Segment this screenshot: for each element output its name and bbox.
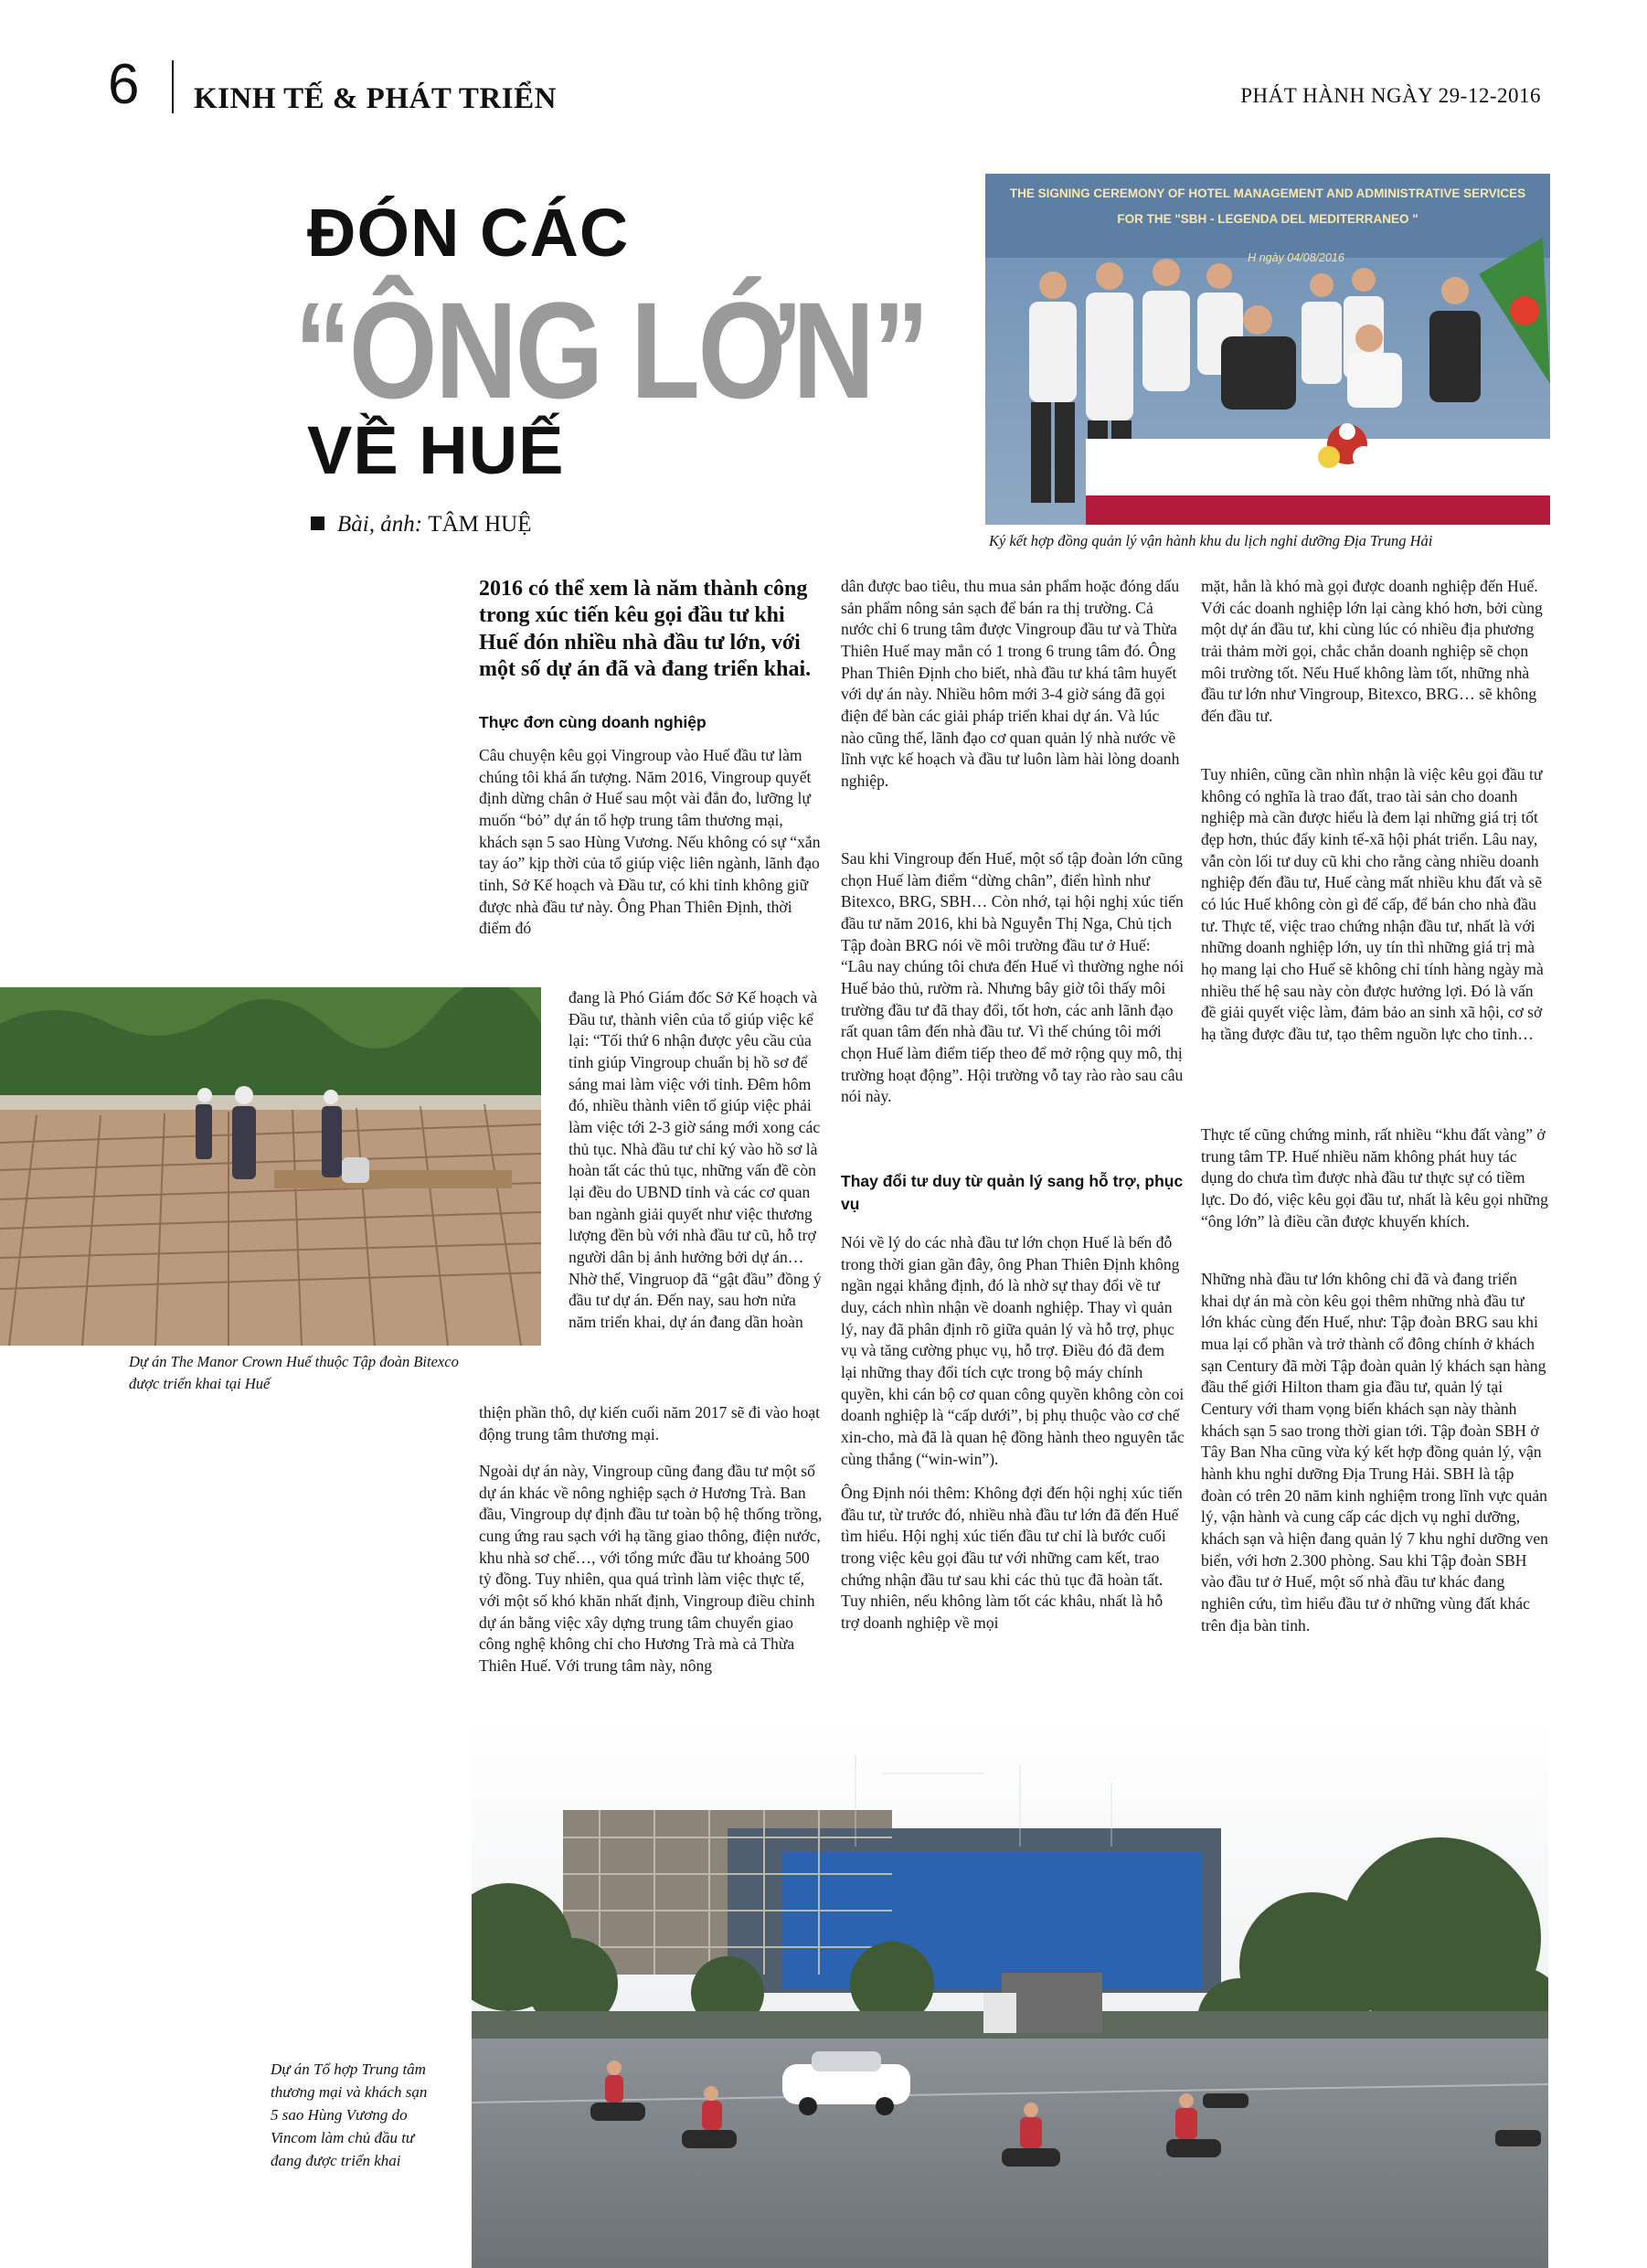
signing-ceremony-photo — [985, 174, 1550, 525]
paragraph-3: dân được bao tiêu, thu mua sản phẩm hoặc đóng dấu sản phẩm nông sản sạch để bán ra thị trường. Cả nước chỉ 6 trung tâm được Vingroup đầu tư và Thừa Thiên Huế may mắn có 1 trong 6 trung tâm đó. Ông Phan Thiên Định cho biết, nhà đầu tư khá tâm huyết với dự án này. Nhiều hôm mới 3-4 giờ sáng đã gọi điện để bàn các giải pháp triển khai dự án. Và lúc nào cũng thế, lãnh đạo cơ quan quản lý nhà nước về lĩnh vực kế hoạch và đầu tư luôn làm hài lòng doanh nghiệp. — [841, 577, 1180, 790]
construction-site-photo — [0, 987, 541, 1346]
byline-author: TÂM HUỆ — [428, 512, 532, 537]
banner-line-1: THE SIGNING CEREMONY OF HOTEL MANAGEMENT AND ADMINISTRATIVE SERVICES — [1009, 186, 1526, 200]
paragraph-1c: thiện phần thô, dự kiến cuối năm 2017 sẽ đi vào hoạt động trung tâm thương mại. — [479, 1403, 821, 1443]
paragraph-7: mặt, hẳn là khó mà gọi được doanh nghiệp đến Huế. Với các doanh nghiệp lớn lại càng khó hơn, bởi cùng một dự án đầu tư, khi cùng lúc có nhiều địa phương trải thảm mời gọi, chắc chắn doanh nghiệp sẽ chọn môi trường tốt. Nếu Huế không làm tốt, những nhà đầu tư lớn như Vingroup, Bitexco, BRG… sẽ không đến đầu tư. — [1201, 577, 1543, 725]
paragraph-4: Sau khi Vingroup đến Huế, một số tập đoàn lớn cũng chọn Huế làm điểm “dừng chân”, điển hình như Bitexco, BRG, SBH… Còn nhớ, tại hội nghị xúc tiến đầu tư năm 2016, khi bà Nguyễn Thị Nga, Chủ tịch Tập đoàn BRG nói về môi trường đầu tư ở Huế: “Lâu nay chúng tôi chưa đến Huế vì thường nghe nói Huế bảo thủ, rườm rà. Nhưng bây giờ tôi thấy môi trường đầu tư đã thay đổi, tốt hơn, các anh lãnh đạo rất quan tâm đến nhà đầu tư. Vì thế chúng tôi mới chọn Huế làm điểm tiếp theo để mở rộng quy mô, thị trường hoạt động”. Hội trường vỗ tay rào rào sau câu nói này. — [841, 849, 1185, 1106]
street-caption-4: Vincom làm chủ đầu tư — [271, 2129, 415, 2146]
paragraph-1a: Câu chuyện kêu gọi Vingroup vào Huế đầu tư làm chúng tôi khá ấn tượng. Năm 2016, Vingroup quyết định dừng chân ở Huế sau một vài đắn đo, lưỡng lự muốn “bỏ” dự án tổ hợp trung tâm thương mại, khách sạn 5 sao Hùng Vương. Nếu không có sự “xắn tay áo” kịp thời của tổ giúp việc liên ngành, lãnh đạo tỉnh, Sở Kế hoạch và Đầu tư, có khi tỉnh không giữ được nhà đầu tư này. Ông Phan Thiên Định, thời điểm đó — [479, 746, 821, 938]
byline — [311, 512, 531, 538]
header-divider — [172, 60, 174, 113]
page-number: 6 — [108, 53, 140, 116]
byline-square-icon — [311, 516, 324, 530]
headline-line-1: ĐÓN CÁC — [307, 195, 630, 271]
construction-caption-2: được triển khai tại Huế — [129, 1375, 271, 1392]
byline-prefix: Bài, ảnh: — [337, 512, 423, 537]
signing-photo-caption: Ký kết hợp đồng quản lý vận hành khu du lịch nghỉ dưỡng Địa Trung Hải — [989, 532, 1433, 549]
paragraph-5: Nói về lý do các nhà đầu tư lớn chọn Huế là bến đỗ trong thời gian gần đây, ông Phan Thiên Định không ngần ngại khẳng định, đó là nhờ sự thay đổi về tư duy, cách nhìn nhận về doanh nghiệp. Thay vì quản lý, nay đã phân định rõ giữa quản lý và hỗ trợ, phục vụ và tăng cường phục vụ, hỗ trợ. Điều đó đã đem lại những thay đổi tích cực trong bộ máy chính quyền, khi cán bộ cơ quan công quyền không còn coi doanh nghiệp là “cấp dưới”, bị phụ thuộc vào cơ chế xin-cho, mà đã là quan hệ đồng hành theo nguyên tắc cùng thắng (“win-win”). — [841, 1233, 1185, 1468]
paragraph-8: Tuy nhiên, cũng cần nhìn nhận là việc kêu gọi đầu tư không có nghĩa là trao đất, trao tài sản cho doanh nghiệp mà cần được hiểu là đem lại những giá trị tốt đẹp hơn, thúc đẩy kinh tế-xã hội phát triển. Lâu nay, vẫn còn lối tư duy cũ khi cho rằng càng nhiều doanh nghiệp đến đầu tư, Huế càng mất nhiều khu đất và sẽ có lúc Huế không còn gì để cấp, để bán cho nhà đầu tư. Thực tế, việc trao chứng nhận đầu tư, nhất là với những doanh nghiệp lớn, uy tín thì những giá trị mà họ mang lại cho Huế sẽ không chỉ tính hàng ngày mà nhiều thế hệ sau này còn được hưởng lợi. Đó là vấn đề giải quyết việc làm, đảm bảo an sinh xã hội, cơ sở hạ tầng được đầu tư, tạo thêm nguồn lực cho tỉnh… — [1201, 765, 1544, 1043]
street-caption-1: Dự án Tổ hợp Trung tâm — [271, 2060, 426, 2078]
headline-line-2: “ÔNG LỚN” — [294, 273, 928, 427]
article-lead: 2016 có thể xem là năm thành công trong xúc tiến kêu gọi đầu tư khi Huế đón nhiều nhà đầu tư lớn, với một số dự án đã và đang triển khai. — [479, 577, 812, 681]
street-caption-3: 5 sao Hùng Vương do — [271, 2106, 408, 2124]
paragraph-10: Những nhà đầu tư lớn không chỉ đã và đang triển khai dự án mà còn kêu gọi thêm những nhà đầu tư lớn khác cùng đến Huế, như: Tập đoàn BRG sau khi mua lại cổ phần và trở thành cổ đông chính ở khách sạn Century đã mời Tập đoàn quản lý khách sạn hàng đầu thế giới Hilton tham gia đầu tư, quản lý tại Century với tham vọng biến khách sạn này thành khách sạn 5 sao trong thời gian tới. Tập đoàn SBH ở Tây Ban Nha cũng vừa ký kết hợp đồng quản lý, vận hành khu nghỉ dưỡng Địa Trung Hải. SBH là tập đoàn có trên 20 năm kinh nghiệm trong lĩnh vực quản lý, vận hành và cung cấp các dịch vụ nghỉ dưỡng, khách sạn và hiện đang quản lý 7 khu nghỉ dưỡng ven biển, với hơn 2.300 phòng. Sau khi Tập đoàn SBH vào đầu tư ở Huế, một số nhà đầu tư khác đang nghiên cứu, tìm hiểu đầu tư ở những vùng đất khác trên địa bàn tỉnh. — [1201, 1270, 1548, 1634]
banner-line-2: FOR THE "SBH - LEGENDA DEL MEDITERRANEO " — [1117, 212, 1419, 226]
paragraph-9: Thực tế cũng chứng minh, rất nhiều “khu đất vàng” ở trung tâm TP. Huế nhiều năm không phát huy tác dụng do chưa tìm được nhà đầu tư thực sự có tiềm lực. Do đó, việc kêu gọi đầu tư, nhất là kêu gọi những “ông lớn” là điều cần được khuyến khích. — [1201, 1125, 1548, 1230]
construction-caption-1: Dự án The Manor Crown Huế thuộc Tập đoàn Bitexco — [129, 1353, 459, 1370]
subhead-1: Thực đơn cùng doanh nghiệp — [479, 713, 707, 731]
subhead-2: Thay đổi tư duy từ quản lý sang hỗ trợ, phục vụ — [841, 1172, 1184, 1214]
street-caption-2: thương mại và khách sạn — [271, 2083, 428, 2101]
banner-line-3: H ngày 04/08/2016 — [1248, 251, 1344, 264]
headline-line-3: VỀ HUẾ — [307, 412, 565, 488]
issue-date: PHÁT HÀNH NGÀY 29-12-2016 — [1240, 84, 1541, 107]
paragraph-6: Ông Định nói thêm: Không đợi đến hội nghị xúc tiến đầu tư, từ trước đó, nhiều nhà đầu tư lớn đã đến Huế tìm hiểu. Hội nghị xúc tiến đầu tư chỉ là bước cuối trong việc kêu gọi đầu tư với những cam kết, trao chứng nhận đầu tư sau khi các thủ tục đã hoàn tất. Tuy nhiên, nếu không làm tốt các khâu, nhất là hỗ trợ doanh nghiệp về mọi — [841, 1484, 1183, 1632]
street-caption-5: đang được triển khai — [271, 2152, 401, 2169]
paragraph-1b: đang là Phó Giám đốc Sở Kế hoạch và Đầu tư, thành viên của tổ giúp việc kể lại: “Tối thứ 6 nhận được yêu cầu của tỉnh giúp Vingroup chuẩn bị hồ sơ để sáng mai làm việc với tỉnh. Đêm hôm đó, nhiều thành viên tổ giúp việc phải làm việc tới 2-3 giờ sáng mới xong các thủ tục. Nhà đầu tư chỉ ký vào hồ sơ là hoàn tất các thủ tục, những vấn đề còn lại đều do UBND tỉnh và các cơ quan ban ngành giải quyết như việc thương lượng đền bù với nhà đầu tư cũ, hỗ trợ người dân bị ảnh hưởng bởi dự án… Nhờ thế, Vingruop đã “gật đầu” đồng ý đầu tư dự án. Đến nay, sau hơn nửa năm triển khai, dự án đang dần hoàn — [568, 988, 822, 1331]
paragraph-2: Ngoài dự án này, Vingroup cũng đang đầu tư một số dự án khác về nông nghiệp sạch ở Hương Trà. Ban đầu, Vingroup dự định đầu tư toàn bộ hệ thống trồng, cung ứng rau sạch với hạ tầng giao thông, điện nước, khu nhà sơ chế…, với tổng mức đầu tư khoảng 500 tỷ đồng. Tuy nhiên, qua quá trình làm việc thực tế, với một số khó khăn nhất định, Vingroup điều chỉnh dự án bằng việc xây dựng trung tâm chuyển giao công nghệ không chỉ cho Hương Trà mà cả Thừa Thiên Huế. Với trung tâm này, nông — [479, 1462, 823, 1675]
section-title: KINH TẾ & PHÁT TRIỂN — [194, 82, 557, 115]
street-construction-photo — [472, 1719, 1548, 2268]
